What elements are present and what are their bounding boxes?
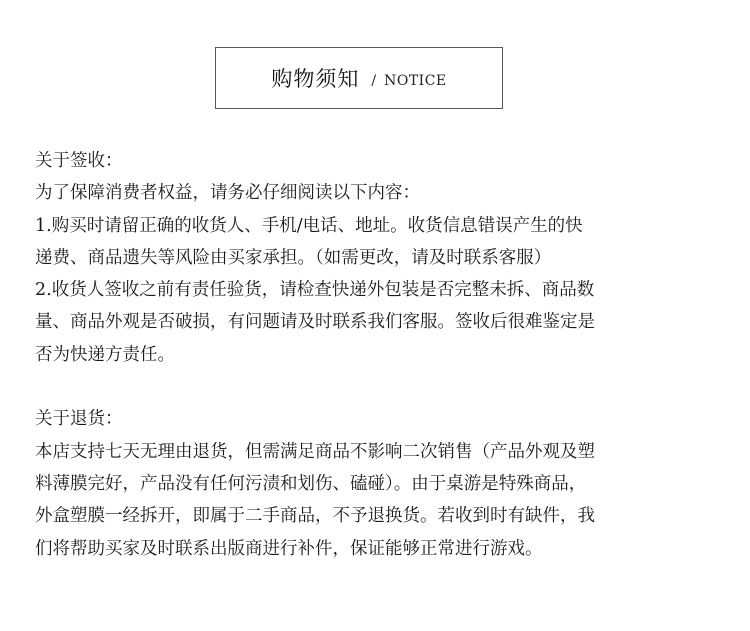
sign-line: 1.购买时请留正确的收货人、手机/电话、地址。收货信息错误产生的快 <box>35 215 583 236</box>
sign-line: 为了保障消费者权益，请务必仔细阅读以下内容： <box>35 183 420 204</box>
notice-content <box>35 145 715 565</box>
header-subtitle: NOTICE <box>384 73 447 89</box>
notice-header-box <box>215 47 503 109</box>
return-line: 们将帮助买家及时联系出版商进行补件，保证能够正常进行游戏。 <box>35 538 543 559</box>
return-section <box>35 403 715 564</box>
sign-line: 2.收货人签收之前有责任验货，请检查快递外包装是否完整未拆、商品数 <box>35 280 595 301</box>
header-title: 购物须知 <box>271 67 360 91</box>
sign-line: 否为快递方责任。 <box>35 344 175 365</box>
return-line: 外盒塑膜一经拆开，即属于二手商品，不予退换货。若收到时有缺件，我 <box>35 506 595 527</box>
sign-line: 递费、商品遗失等风险由买家承担。（如需更改，请及时联系客服） <box>35 247 552 268</box>
return-line: 料薄膜完好，产品没有任何污渍和划伤、磕碰）。由于桌游是特殊商品， <box>35 473 587 494</box>
sign-section <box>35 145 715 371</box>
sign-section-heading: 关于签收： <box>35 151 123 171</box>
return-section-heading: 关于退货： <box>35 409 123 430</box>
sign-line: 量、商品外观是否破损，有问题请及时联系我们客服。签收后很难鉴定是 <box>35 312 595 333</box>
return-line: 本店支持七天无理由退货，但需满足商品不影响二次销售（产品外观及塑 <box>35 441 595 462</box>
section-spacer <box>35 371 715 403</box>
header-separator: / <box>371 73 377 89</box>
